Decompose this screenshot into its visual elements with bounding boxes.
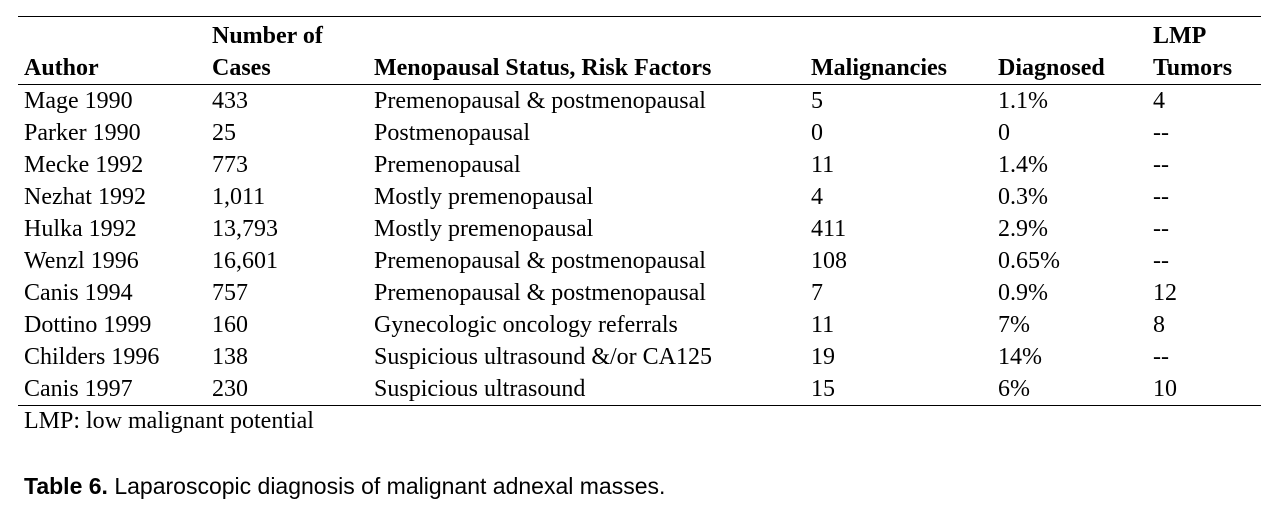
table-row: [18, 117, 1261, 149]
table-row: [18, 373, 1261, 406]
header-row: [18, 17, 1261, 85]
table-cell: Premenopausal: [374, 152, 521, 178]
table-cell: --: [1153, 344, 1169, 370]
table-cell: --: [1153, 216, 1169, 242]
caption-label: Table 6.: [24, 473, 108, 499]
table-cell: Canis 1994: [24, 280, 133, 306]
table-row: [18, 213, 1261, 245]
table-cell: 8: [1153, 312, 1165, 338]
table-cell: 7: [811, 280, 823, 306]
table-row: [18, 341, 1261, 373]
table-cell: 12: [1153, 280, 1177, 306]
table-cell: 2.9%: [998, 216, 1048, 242]
column-header-line: Diagnosed: [998, 55, 1105, 81]
table-cell: 433: [212, 88, 248, 114]
table-cell: 11: [811, 312, 835, 338]
table-cell: 4: [1153, 88, 1165, 114]
table-body: [18, 85, 1261, 406]
table-cell: 19: [811, 344, 835, 370]
column-header-line: Malignancies: [811, 55, 947, 81]
table-cell: 14%: [998, 344, 1042, 370]
column-header-line: Menopausal Status, Risk Factors: [374, 55, 712, 81]
table-cell: --: [1153, 184, 1169, 210]
table-cell: 160: [212, 312, 248, 338]
table-cell: Postmenopausal: [374, 120, 530, 146]
column-header: [992, 17, 1147, 85]
table-cell: 0.9%: [998, 280, 1048, 306]
table-cell: 108: [811, 248, 847, 274]
table-footnote: LMP: low malignant potential: [24, 408, 314, 434]
table-cell: Hulka 1992: [24, 216, 137, 242]
table-row: [18, 149, 1261, 181]
column-header-line: Author: [24, 55, 99, 81]
column-header: [805, 17, 992, 85]
table-row: [18, 277, 1261, 309]
table-cell: 16,601: [212, 248, 278, 274]
table-cell: Suspicious ultrasound: [368, 373, 805, 406]
table-cell: 1.1%: [998, 88, 1048, 114]
table-cell: --: [1153, 152, 1169, 178]
table-cell: Canis 1997: [18, 373, 206, 406]
table-cell: Premenopausal & postmenopausal: [374, 280, 706, 306]
table-cell: Gynecologic oncology referrals: [374, 312, 678, 338]
table-cell: 1.4%: [998, 152, 1048, 178]
table-cell: Mostly premenopausal: [374, 184, 594, 210]
table-cell: 25: [212, 120, 236, 146]
table-cell: 7%: [998, 312, 1030, 338]
table-cell: 138: [212, 344, 248, 370]
results-table: [18, 16, 1261, 406]
table-cell: Premenopausal & postmenopausal: [374, 248, 706, 274]
table-cell: 11: [811, 152, 835, 178]
table-cell: 757: [212, 280, 248, 306]
table-cell: Parker 1990: [24, 120, 141, 146]
column-header-line: Cases: [212, 55, 271, 81]
table-cell: Mostly premenopausal: [374, 216, 594, 242]
column-header-line: Tumors: [1153, 55, 1233, 81]
table-cell: Wenzl 1996: [24, 248, 139, 274]
table-cell: 0.65%: [998, 248, 1060, 274]
table-cell: 0: [811, 120, 823, 146]
table-cell: 1,011: [212, 184, 266, 210]
table-cell: 773: [212, 152, 248, 178]
table-cell: 6%: [992, 373, 1147, 406]
table-cell: 10: [1147, 373, 1261, 406]
table-cell: Nezhat 1992: [24, 184, 146, 210]
table-cell: 4: [811, 184, 823, 210]
column-header-line: LMP: [1153, 23, 1207, 49]
column-header: [206, 17, 368, 85]
column-header: [18, 17, 206, 85]
table-cell: --: [1153, 120, 1169, 146]
table-row: [18, 181, 1261, 213]
table-cell: 5: [811, 88, 823, 114]
caption-text: Laparoscopic diagnosis of malignant adnexal masses.: [107, 473, 666, 499]
table-cell: 13,793: [212, 216, 278, 242]
table-cell: Childers 1996: [24, 344, 160, 370]
table-row: [18, 245, 1261, 277]
column-header: [1147, 17, 1261, 85]
table-row: [18, 85, 1261, 118]
table-cell: 0.3%: [998, 184, 1048, 210]
table-cell: 230: [206, 373, 368, 406]
table-cell: 0: [998, 120, 1010, 146]
column-header-line: Number of: [212, 23, 323, 49]
table-cell: 15: [805, 373, 992, 406]
table-cell: --: [1153, 248, 1169, 274]
table-row: [18, 309, 1261, 341]
table-caption: [24, 470, 665, 502]
column-header: [368, 17, 805, 85]
table-cell: Premenopausal & postmenopausal: [374, 88, 706, 114]
table-cell: 411: [811, 216, 847, 242]
table-cell: Suspicious ultrasound &/or CA125: [374, 344, 713, 370]
table-cell: Mage 1990: [24, 88, 133, 114]
table-cell: Dottino 1999: [24, 312, 152, 338]
table-header: [18, 17, 1261, 85]
table-cell: Mecke 1992: [24, 152, 144, 178]
